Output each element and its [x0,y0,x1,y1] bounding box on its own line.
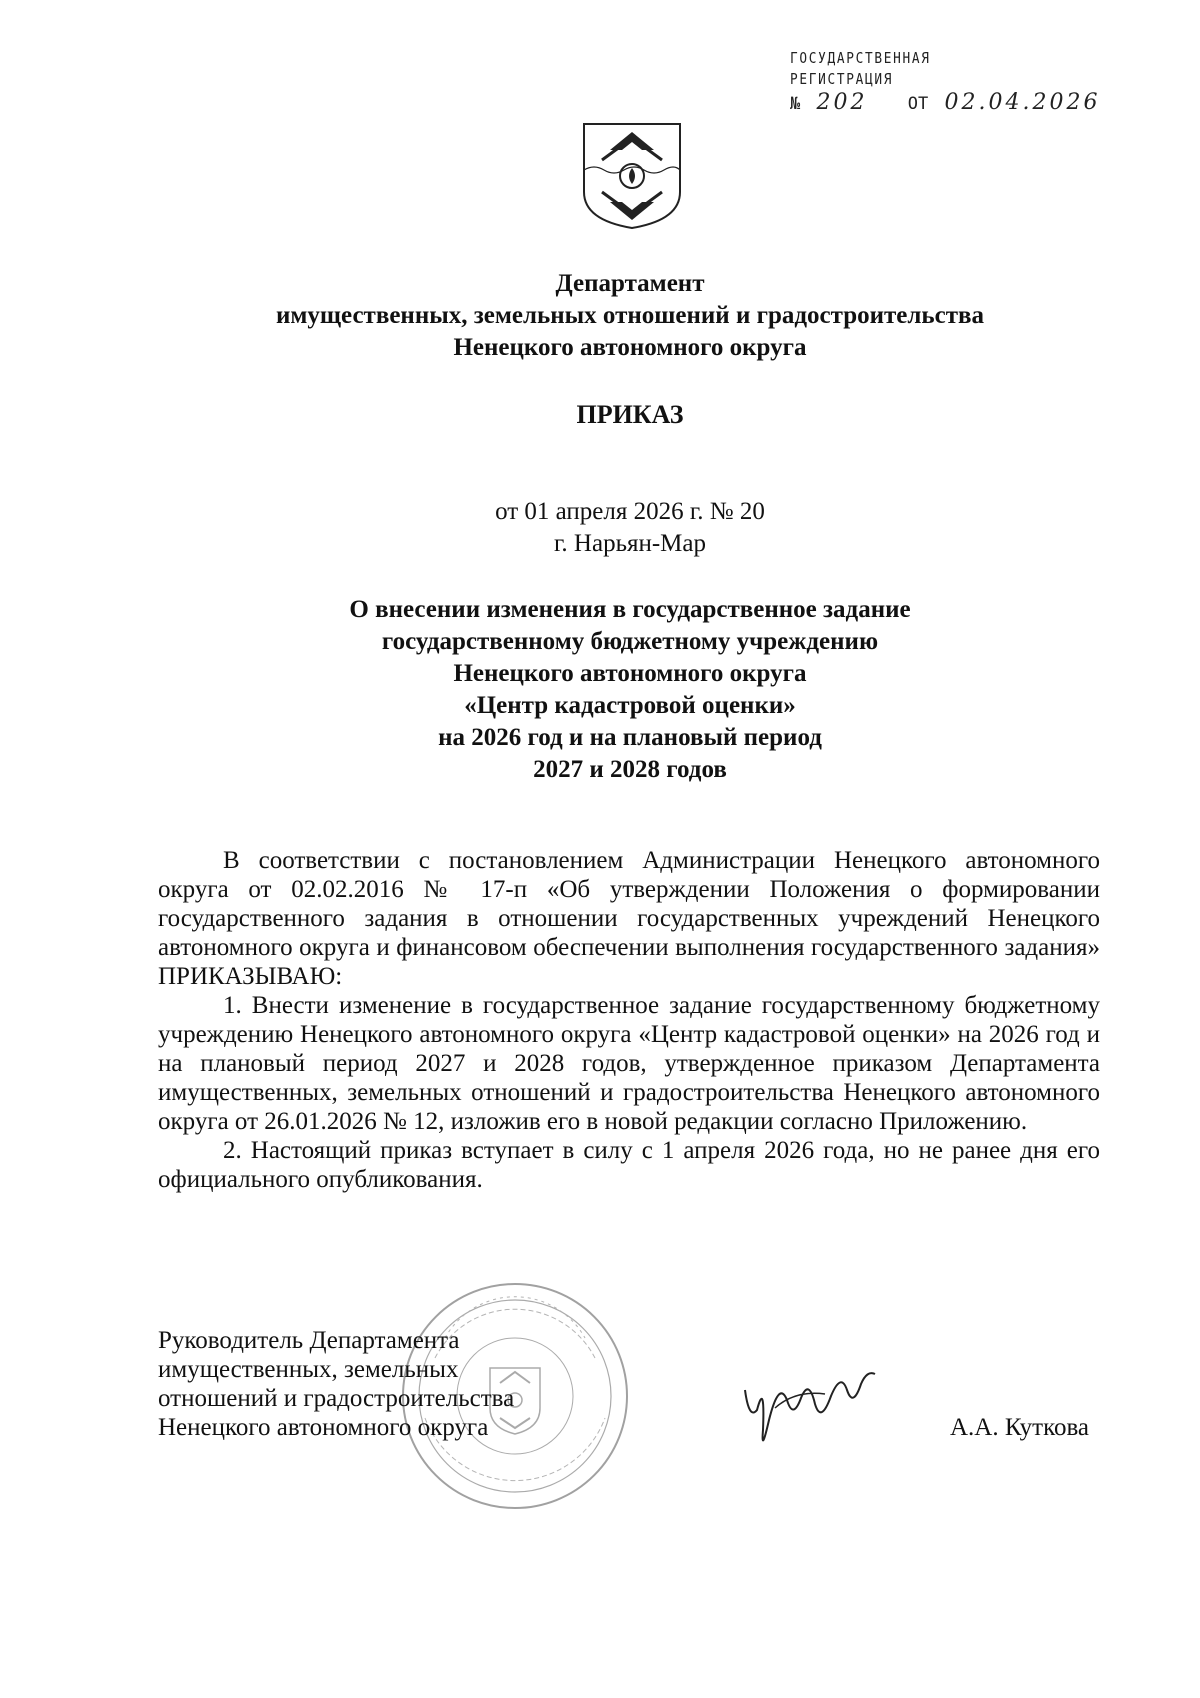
coat-of-arms-icon [580,120,684,232]
document-type: ПРИКАЗ [576,400,684,429]
subject-line5: на 2026 год и на плановый период [438,724,822,751]
body-item-2: 2. Настоящий приказ вступает в силу с 1 апреля 2026 года, но не ранее дня его официального опубликования. [158,1137,1100,1193]
subject-line3: Ненецкого автономного округа [453,660,807,687]
registration-number-label: № [790,94,801,114]
document-body [158,846,1100,1194]
registration-line1: ГОСУДАРСТВЕННАЯ [790,49,931,67]
subject-line4: «Центр кадастровой оценки» [464,692,796,719]
dept-line2: имущественных, земельных отношений и градостроительства [276,302,984,329]
document-date-block [0,496,1200,560]
signatory-title-line3: отношений и градостроительства [158,1385,515,1412]
body-item-1: 1. Внести изменение в государственное задание государственному бюджетному учреждению Ненецкого автономного округа «Центр кадастровой оценки» на 2026 год и на плановый период 2027 и 2028 годов, утвержденное приказом Департамента имущественных, земельных отношений и градостроительства Ненецкого автономного округа от 26.01.2026 № 12, изложив его в новой редакции согласно Приложению. [158,992,1100,1135]
body-preamble: В соответствии с постановлением Администрации Ненецкого автономного округа от 02.02.2016 № 17-п «Об утверждении Положения о формировании государственного задания в отношении государственных учреждений Ненецкого автономного округа и финансовом обеспечении выполнения государственного задания» ПРИКАЗЫВАЮ: [158,847,1100,990]
signatory-title [158,1326,514,1442]
signatory-name: А.А. Куткова [950,1414,1090,1441]
registration-number: 202 [816,90,868,115]
handwritten-signature-icon [735,1360,880,1460]
document-date: от 01 апреля 2026 г. № 20 [495,498,765,525]
registration-line2: РЕГИСТРАЦИЯ [790,70,894,88]
registration-date: 02.04.2026 [944,90,1101,115]
document-city: г. Нарьян-Мар [553,530,706,557]
signatory-title-line1: Руководитель Департамента [158,1327,460,1354]
document-subject [0,594,1200,786]
registration-stamp [790,48,1100,117]
dept-line3: Ненецкого автономного округа [453,334,807,361]
signatory-title-line4: Ненецкого автономного округа [158,1414,489,1441]
registration-date-label: ОТ [907,94,929,114]
subject-line1: О внесении изменения в государственное задание [349,596,911,623]
subject-line2: государственному бюджетному учреждению [381,628,879,655]
department-header [0,268,1200,364]
signatory-title-line2: имущественных, земельных [158,1356,459,1383]
subject-line6: 2027 и 2028 годов [533,756,727,783]
dept-line1: Департамент [555,270,705,297]
